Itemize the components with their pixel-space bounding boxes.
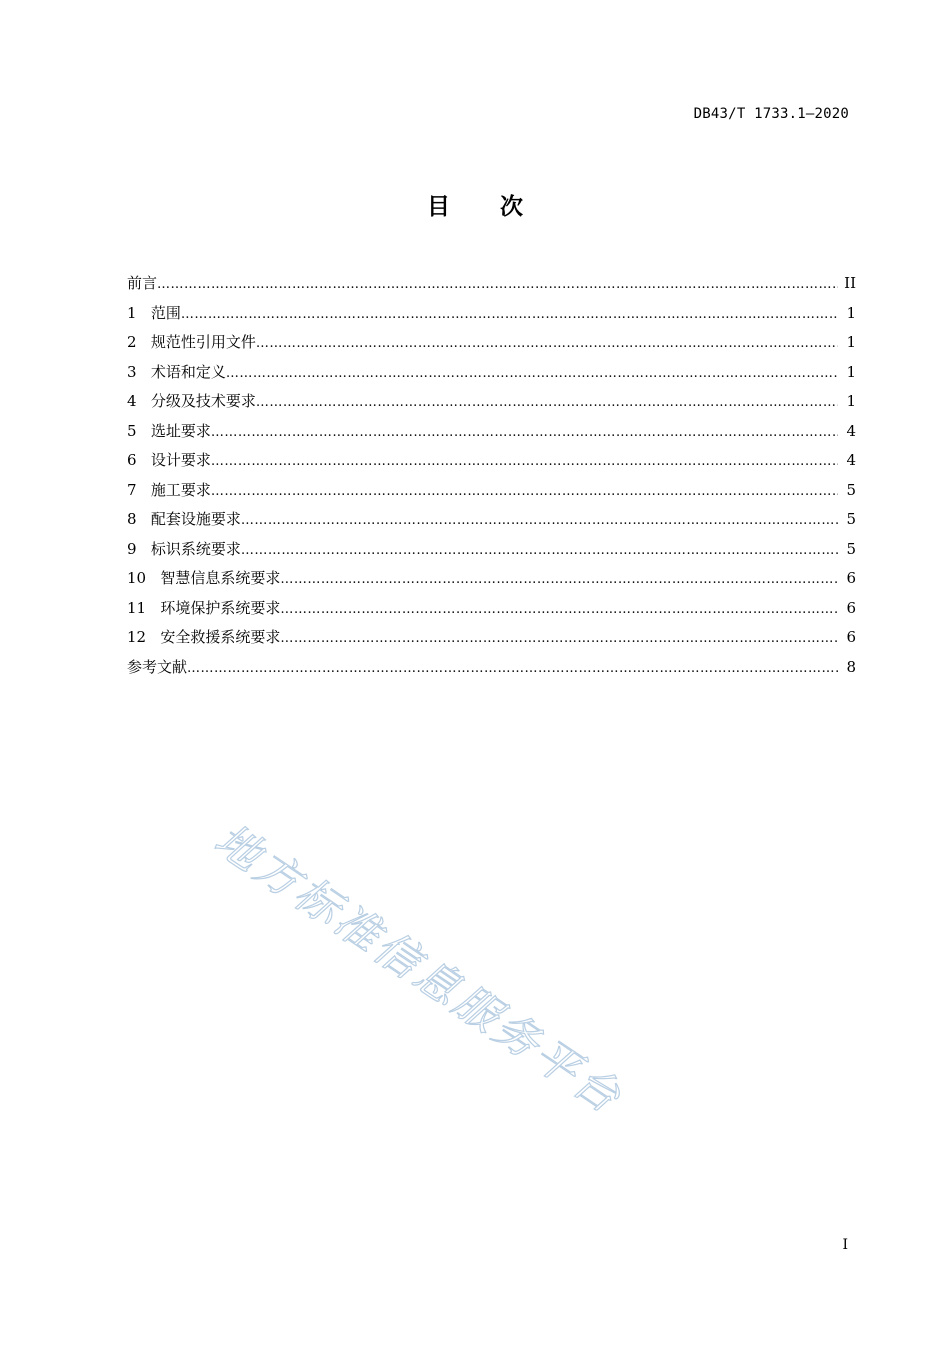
toc-entry[interactable] [127, 449, 856, 479]
toc-entry-page: 6 [846, 569, 856, 587]
toc-entry-label: 设计要求 [150, 451, 211, 469]
toc-leader-dots [226, 363, 838, 385]
toc-entry-number: 4 [127, 392, 137, 410]
toc-entry-label: 规范性引用文件 [150, 333, 256, 351]
toc-entry[interactable] [127, 567, 856, 597]
toc-entry[interactable] [127, 331, 856, 361]
toc-leader-dots [241, 540, 838, 562]
toc-leader-dots [256, 392, 838, 414]
toc-entry-number: 12 [127, 628, 147, 646]
toc-entry-page: 6 [846, 598, 856, 617]
toc-entry-page: 5 [846, 539, 856, 558]
toc-leader-dots [187, 658, 838, 680]
toc-entry-label: 安全救援系统要求 [160, 628, 281, 646]
watermark: 地方标准信息服务平台 [205, 814, 632, 1125]
toc-entry-number: 7 [127, 480, 137, 499]
toc-entry-number: 11 [127, 598, 147, 617]
toc-leader-dots [280, 628, 838, 650]
toc-entry-label: 环境保护系统要求 [160, 598, 281, 617]
toc-leader-dots [211, 481, 838, 503]
toc-entry[interactable] [127, 508, 856, 538]
toc-entry-page: 4 [846, 421, 856, 440]
toc-entry[interactable] [127, 597, 856, 627]
toc-entry-label: 配套设施要求 [150, 510, 241, 528]
toc-entry-label: 施工要求 [150, 480, 211, 499]
toc-leader-dots [157, 274, 838, 296]
toc-entry[interactable] [127, 302, 856, 332]
toc-entry-label: 范围 [150, 303, 181, 322]
toc-leader-dots [181, 304, 838, 326]
toc-entry-number: 8 [127, 510, 137, 528]
toc-entry-number: 9 [127, 539, 137, 558]
toc-entry-label: 术语和定义 [150, 362, 226, 381]
toc-entry-page: II [844, 274, 856, 292]
page-title: 目次 [427, 194, 573, 220]
toc-entry-number: 3 [127, 362, 137, 381]
toc-entry-page: 6 [846, 628, 856, 646]
toc-entry-number: 6 [127, 451, 137, 469]
toc-entry-page: 1 [846, 333, 856, 351]
toc-entry[interactable] [127, 626, 856, 656]
toc-entry-label: 前言 [127, 274, 158, 292]
toc-leader-dots [241, 510, 838, 532]
toc-entry-label: 选址要求 [150, 421, 211, 440]
toc-entry-page: 1 [846, 392, 856, 410]
table-of-contents [127, 272, 856, 685]
toc-entry-page: 5 [846, 480, 856, 499]
toc-entry[interactable] [127, 390, 856, 420]
toc-leader-dots [280, 569, 838, 591]
toc-entry-number: 2 [127, 333, 137, 351]
toc-entry[interactable] [127, 656, 856, 686]
toc-leader-dots [256, 333, 838, 355]
toc-entry-page: 4 [846, 451, 856, 469]
toc-leader-dots [280, 599, 838, 621]
toc-entry-page: 5 [846, 510, 856, 528]
toc-entry[interactable] [127, 538, 856, 568]
toc-entry-label: 智慧信息系统要求 [160, 569, 281, 587]
toc-entry-page: 8 [846, 657, 856, 676]
toc-entry[interactable] [127, 272, 856, 302]
toc-entry[interactable] [127, 361, 856, 391]
standard-code: DB43/T 1733.1—2020 [693, 106, 849, 122]
toc-entry-page: 1 [846, 362, 856, 381]
page-number: I [842, 1237, 848, 1253]
toc-entry-number: 10 [127, 569, 147, 587]
toc-entry-number: 5 [127, 421, 137, 440]
toc-entry[interactable] [127, 479, 856, 509]
toc-leader-dots [211, 451, 838, 473]
toc-entry-label: 分级及技术要求 [150, 392, 256, 410]
toc-entry-label: 参考文献 [127, 657, 188, 676]
toc-entry-label: 标识系统要求 [150, 539, 241, 558]
toc-entry[interactable] [127, 420, 856, 450]
toc-entry-number: 1 [127, 303, 137, 322]
toc-leader-dots [211, 422, 838, 444]
toc-entry-page: 1 [846, 303, 856, 322]
